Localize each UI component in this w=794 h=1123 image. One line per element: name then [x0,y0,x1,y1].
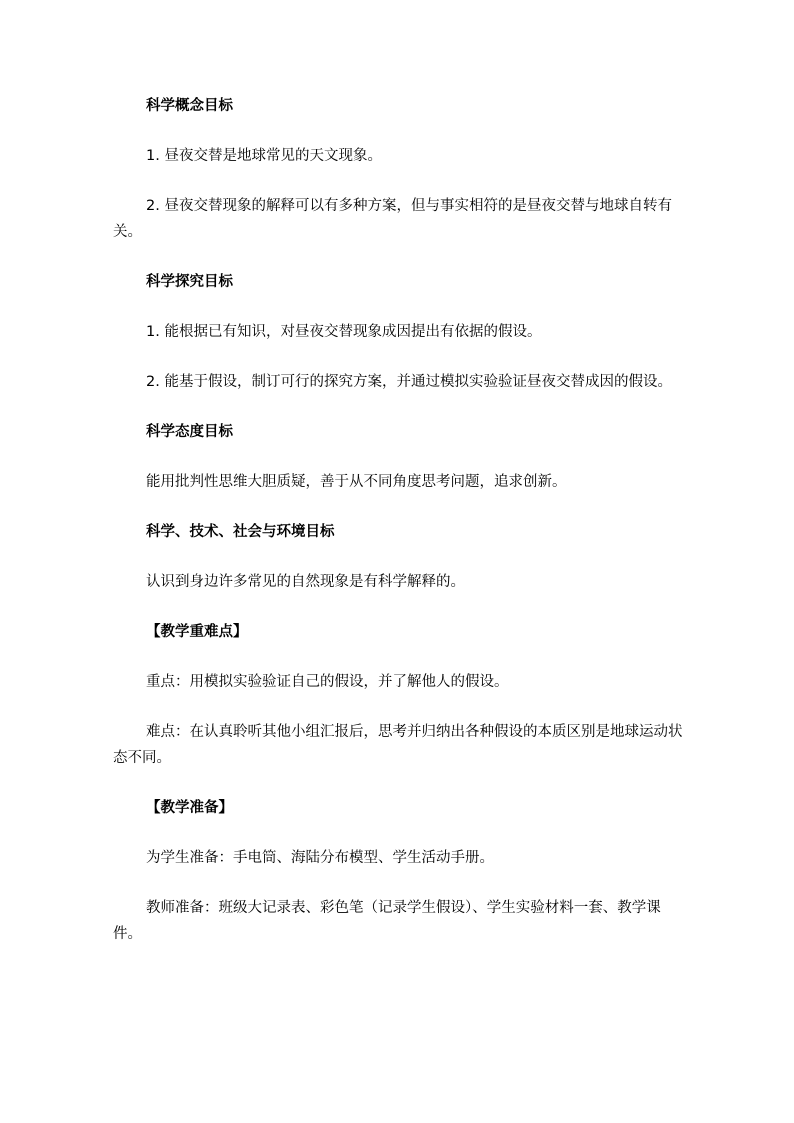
stse-goal: 认识到身边许多常见的自然现象是有科学解释的。 [146,574,465,590]
difficult-point: 难点：在认真聆听其他小组汇报后，思考并归纳出各种假设的本质区别是地球运动状态不同。 [113,724,683,766]
heading-science-concept-goals: 科学概念目标 [146,98,233,114]
heading-stse-goals: 科学、技术、社会与环境目标 [146,524,335,540]
heading-science-inquiry-goals: 科学探究目标 [146,274,233,290]
student-preparation: 为学生准备：手电筒、海陆分布模型、学生活动手册。 [146,850,494,866]
heading-science-attitude-goals: 科学态度目标 [146,424,233,440]
inquiry-goal-1: 1. 能根据已有知识，对昼夜交替现象成因提出有依据的假设。 [146,324,542,340]
heading-key-difficult-points: 【教学重难点】 [146,624,248,640]
teacher-preparation: 教师准备：班级大记录表、彩色笔（记录学生假设）、学生实验材料一套、教学课件。 [113,900,661,942]
concept-goal-2: 2. 昼夜交替现象的解释可以有多种方案，但与事实相符的是昼夜交替与地球自转有关。 [113,198,672,240]
concept-goal-1: 1. 昼夜交替是地球常见的天文现象。 [146,148,382,164]
heading-teaching-preparation: 【教学准备】 [146,800,233,816]
inquiry-goal-2: 2. 能基于假设，制订可行的探究方案，并通过模拟实验验证昼夜交替成因的假设。 [146,374,672,390]
document-body [113,93,685,971]
attitude-goal: 能用批判性思维大胆质疑，善于从不同角度思考问题，追求创新。 [146,474,567,490]
key-point: 重点：用模拟实验验证自己的假设，并了解他人的假设。 [146,674,509,690]
